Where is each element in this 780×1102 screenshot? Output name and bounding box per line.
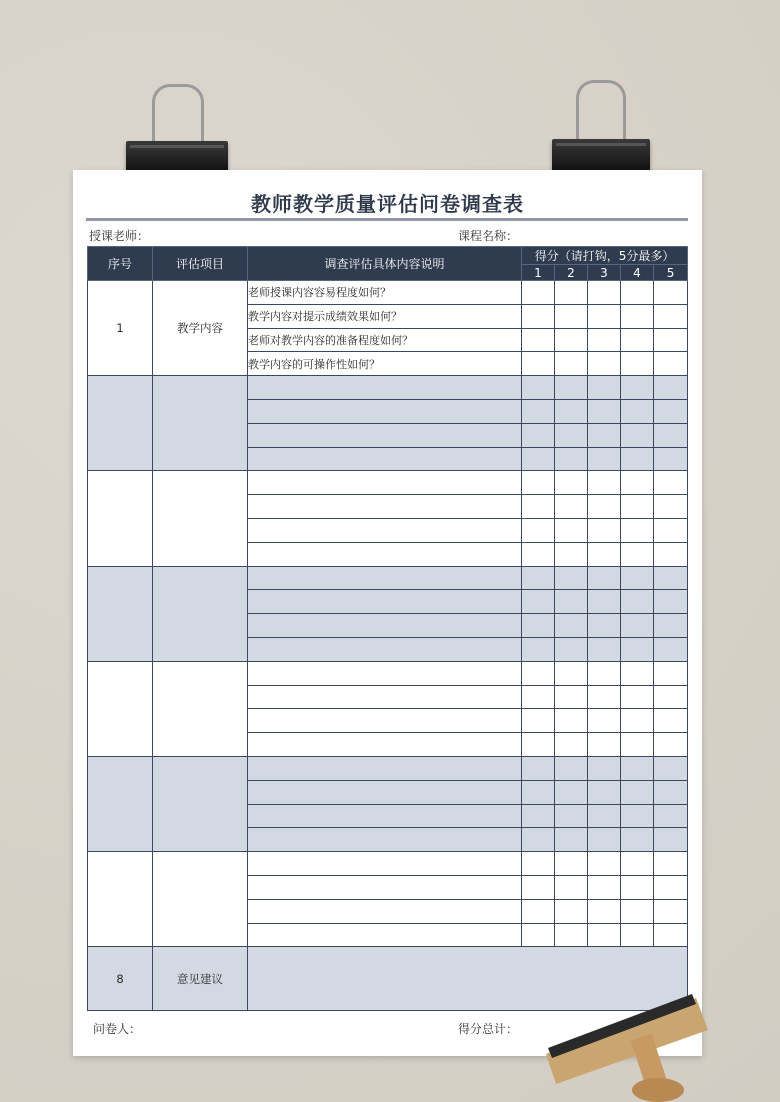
score-cell[interactable] [588, 352, 621, 376]
score-cell[interactable] [654, 709, 688, 733]
table-row [88, 756, 688, 780]
survey-sheet [73, 170, 702, 1056]
score-cell[interactable] [555, 328, 588, 352]
group-seq-empty [88, 756, 153, 851]
question-text-empty [248, 518, 522, 542]
score-cell[interactable] [654, 614, 688, 638]
score-cell[interactable] [588, 804, 621, 828]
score-cell[interactable] [621, 852, 654, 876]
question-text-empty [248, 756, 522, 780]
score-cell[interactable] [588, 637, 621, 661]
score-cell[interactable] [522, 756, 555, 780]
question-text: 老师授课内容容易程度如何？ [248, 281, 522, 305]
score-cell[interactable] [588, 780, 621, 804]
score-cell[interactable] [555, 875, 588, 899]
score-cell[interactable] [522, 709, 555, 733]
header-score-5: 5 [654, 265, 688, 281]
question-text-empty [248, 852, 522, 876]
score-cell[interactable] [621, 471, 654, 495]
teacher-label: 授课老师： [89, 229, 150, 243]
question-text-empty [248, 780, 522, 804]
score-cell[interactable] [522, 637, 555, 661]
score-cell[interactable] [555, 518, 588, 542]
score-cell[interactable] [522, 590, 555, 614]
score-cell[interactable] [621, 566, 654, 590]
score-cell[interactable] [654, 852, 688, 876]
group-seq-empty [88, 852, 153, 947]
question-text-empty [248, 590, 522, 614]
clip-body-right [552, 139, 650, 171]
group-seq-empty [88, 566, 153, 661]
score-cell[interactable] [522, 685, 555, 709]
score-cell[interactable] [555, 852, 588, 876]
opinion-item: 意见建议 [153, 947, 248, 1011]
score-cell[interactable] [555, 304, 588, 328]
score-cell[interactable] [555, 733, 588, 757]
question-text-empty [248, 399, 522, 423]
score-cell[interactable] [621, 828, 654, 852]
score-cell[interactable] [588, 709, 621, 733]
header-score-2: 2 [555, 265, 588, 281]
asker-label: 问卷人： [93, 1022, 142, 1036]
question-text-empty [248, 447, 522, 471]
score-cell[interactable] [654, 685, 688, 709]
table-row [88, 661, 688, 685]
table-row [88, 471, 688, 495]
score-cell[interactable] [555, 447, 588, 471]
score-cell[interactable] [621, 875, 654, 899]
score-cell[interactable] [555, 614, 588, 638]
score-cell[interactable] [588, 542, 621, 566]
score-cell[interactable] [555, 756, 588, 780]
score-cell[interactable] [588, 685, 621, 709]
score-cell[interactable] [621, 899, 654, 923]
score-cell[interactable] [621, 661, 654, 685]
header-item: 评估项目 [153, 247, 248, 281]
score-cell[interactable] [588, 399, 621, 423]
score-cell[interactable] [522, 518, 555, 542]
score-cell[interactable] [522, 376, 555, 400]
question-text-empty [248, 804, 522, 828]
question-text-empty [248, 709, 522, 733]
score-cell[interactable] [621, 328, 654, 352]
score-cell[interactable] [555, 899, 588, 923]
score-cell[interactable] [654, 590, 688, 614]
question-text-empty [248, 899, 522, 923]
opinion-seq: 8 [88, 947, 153, 1011]
score-cell[interactable] [522, 804, 555, 828]
score-cell[interactable] [654, 780, 688, 804]
score-cell[interactable] [588, 661, 621, 685]
score-cell[interactable] [654, 637, 688, 661]
clip-wire-right [576, 80, 626, 145]
score-cell[interactable] [621, 281, 654, 305]
score-cell[interactable] [654, 756, 688, 780]
score-cell[interactable] [522, 566, 555, 590]
score-cell[interactable] [555, 709, 588, 733]
score-cell[interactable] [555, 352, 588, 376]
group-item-empty [153, 756, 248, 851]
score-cell[interactable] [555, 804, 588, 828]
score-cell[interactable] [654, 875, 688, 899]
question-text-empty [248, 875, 522, 899]
score-cell[interactable] [621, 923, 654, 947]
score-cell[interactable] [621, 352, 654, 376]
score-cell[interactable] [621, 733, 654, 757]
score-cell[interactable] [522, 614, 555, 638]
score-cell[interactable] [588, 328, 621, 352]
score-cell[interactable] [621, 376, 654, 400]
score-cell[interactable] [654, 542, 688, 566]
header-desc: 调查评估具体内容说明 [248, 247, 522, 281]
score-cell[interactable] [588, 447, 621, 471]
total-score-label: 得分总计： [458, 1022, 519, 1036]
score-cell[interactable] [522, 471, 555, 495]
score-cell[interactable] [588, 376, 621, 400]
score-cell[interactable] [621, 518, 654, 542]
score-cell[interactable] [555, 376, 588, 400]
score-cell[interactable] [654, 923, 688, 947]
score-cell[interactable] [654, 828, 688, 852]
score-cell[interactable] [555, 542, 588, 566]
score-cell[interactable] [588, 304, 621, 328]
score-cell[interactable] [588, 875, 621, 899]
question-text-empty [248, 923, 522, 947]
table-row [88, 281, 688, 305]
score-cell[interactable] [522, 352, 555, 376]
header-seq: 序号 [88, 247, 153, 281]
score-cell[interactable] [522, 875, 555, 899]
question-text-empty [248, 661, 522, 685]
score-cell[interactable] [654, 495, 688, 519]
score-cell[interactable] [654, 328, 688, 352]
score-cell[interactable] [588, 733, 621, 757]
question-text-empty [248, 376, 522, 400]
title-divider [86, 218, 688, 221]
group-seq: 1 [88, 281, 153, 376]
course-label: 课程名称： [458, 229, 519, 243]
score-cell[interactable] [588, 471, 621, 495]
score-cell[interactable] [522, 828, 555, 852]
question-text-empty [248, 495, 522, 519]
score-cell[interactable] [522, 447, 555, 471]
question-text-empty [248, 542, 522, 566]
score-cell[interactable] [522, 899, 555, 923]
score-cell[interactable] [522, 304, 555, 328]
page-title: 教师教学质量评估问卷调查表 [251, 192, 524, 216]
score-cell[interactable] [621, 495, 654, 519]
score-cell[interactable] [588, 852, 621, 876]
group-seq-empty [88, 471, 153, 566]
header-score: 得分（请打钩，5分最多） [522, 247, 688, 265]
score-cell[interactable] [588, 281, 621, 305]
group-seq-empty [88, 376, 153, 471]
group-item-empty [153, 661, 248, 756]
score-cell[interactable] [555, 685, 588, 709]
score-cell[interactable] [522, 733, 555, 757]
score-cell[interactable] [621, 756, 654, 780]
score-cell[interactable] [654, 423, 688, 447]
score-cell[interactable] [555, 661, 588, 685]
score-cell[interactable] [555, 281, 588, 305]
group-item-empty [153, 376, 248, 471]
score-cell[interactable] [588, 923, 621, 947]
score-cell[interactable] [555, 780, 588, 804]
score-cell[interactable] [621, 685, 654, 709]
question-text: 教学内容的可操作性如何？ [248, 352, 522, 376]
score-cell[interactable] [555, 923, 588, 947]
group-seq-empty [88, 661, 153, 756]
score-cell[interactable] [621, 423, 654, 447]
score-cell[interactable] [654, 899, 688, 923]
score-cell[interactable] [654, 566, 688, 590]
score-cell[interactable] [654, 281, 688, 305]
score-cell[interactable] [555, 423, 588, 447]
score-cell[interactable] [522, 423, 555, 447]
score-cell[interactable] [522, 923, 555, 947]
header-score-3: 3 [588, 265, 621, 281]
score-cell[interactable] [621, 399, 654, 423]
score-cell[interactable] [621, 709, 654, 733]
table-row [88, 566, 688, 590]
survey-table [87, 246, 688, 1011]
score-cell[interactable] [555, 399, 588, 423]
score-cell[interactable] [588, 518, 621, 542]
score-cell[interactable] [621, 542, 654, 566]
score-cell[interactable] [588, 899, 621, 923]
score-cell[interactable] [522, 281, 555, 305]
group-item-empty [153, 852, 248, 947]
table-row [88, 852, 688, 876]
score-cell[interactable] [621, 614, 654, 638]
score-cell[interactable] [522, 328, 555, 352]
score-cell[interactable] [654, 399, 688, 423]
score-cell[interactable] [555, 471, 588, 495]
score-cell[interactable] [654, 352, 688, 376]
question-text: 老师对教学内容的准备程度如何？ [248, 328, 522, 352]
question-text-empty [248, 733, 522, 757]
score-cell[interactable] [588, 566, 621, 590]
score-cell[interactable] [522, 661, 555, 685]
score-cell[interactable] [621, 637, 654, 661]
score-cell[interactable] [522, 495, 555, 519]
score-cell[interactable] [555, 590, 588, 614]
score-cell[interactable] [555, 637, 588, 661]
score-cell[interactable] [654, 471, 688, 495]
clip-body-left [126, 141, 228, 173]
score-cell[interactable] [555, 828, 588, 852]
score-cell[interactable] [555, 566, 588, 590]
question-text-empty [248, 566, 522, 590]
group-item-empty [153, 566, 248, 661]
score-cell[interactable] [522, 780, 555, 804]
score-cell[interactable] [621, 447, 654, 471]
score-cell[interactable] [588, 423, 621, 447]
score-cell[interactable] [588, 495, 621, 519]
header-score-1: 1 [522, 265, 555, 281]
score-cell[interactable] [522, 542, 555, 566]
score-cell[interactable] [522, 399, 555, 423]
score-cell[interactable] [588, 590, 621, 614]
wooden-stamp-icon [546, 986, 726, 1102]
question-text-empty [248, 614, 522, 638]
question-text-empty [248, 637, 522, 661]
clip-wire-left [152, 84, 204, 149]
score-cell[interactable] [588, 828, 621, 852]
score-cell[interactable] [588, 614, 621, 638]
table-row [88, 376, 688, 400]
header-score-4: 4 [621, 265, 654, 281]
score-cell[interactable] [621, 304, 654, 328]
question-text-empty [248, 471, 522, 495]
score-cell[interactable] [654, 733, 688, 757]
score-cell[interactable] [654, 447, 688, 471]
question-text-empty [248, 828, 522, 852]
score-cell[interactable] [621, 780, 654, 804]
score-cell[interactable] [522, 852, 555, 876]
group-item: 教学内容 [153, 281, 248, 376]
score-cell[interactable] [654, 804, 688, 828]
score-cell[interactable] [654, 518, 688, 542]
score-cell[interactable] [654, 376, 688, 400]
score-cell[interactable] [654, 661, 688, 685]
score-cell[interactable] [588, 756, 621, 780]
group-item-empty [153, 471, 248, 566]
score-cell[interactable] [621, 804, 654, 828]
question-text-empty [248, 685, 522, 709]
question-text: 教学内容对提示成绩效果如何？ [248, 304, 522, 328]
score-cell[interactable] [621, 590, 654, 614]
score-cell[interactable] [654, 304, 688, 328]
score-cell[interactable] [555, 495, 588, 519]
question-text-empty [248, 423, 522, 447]
